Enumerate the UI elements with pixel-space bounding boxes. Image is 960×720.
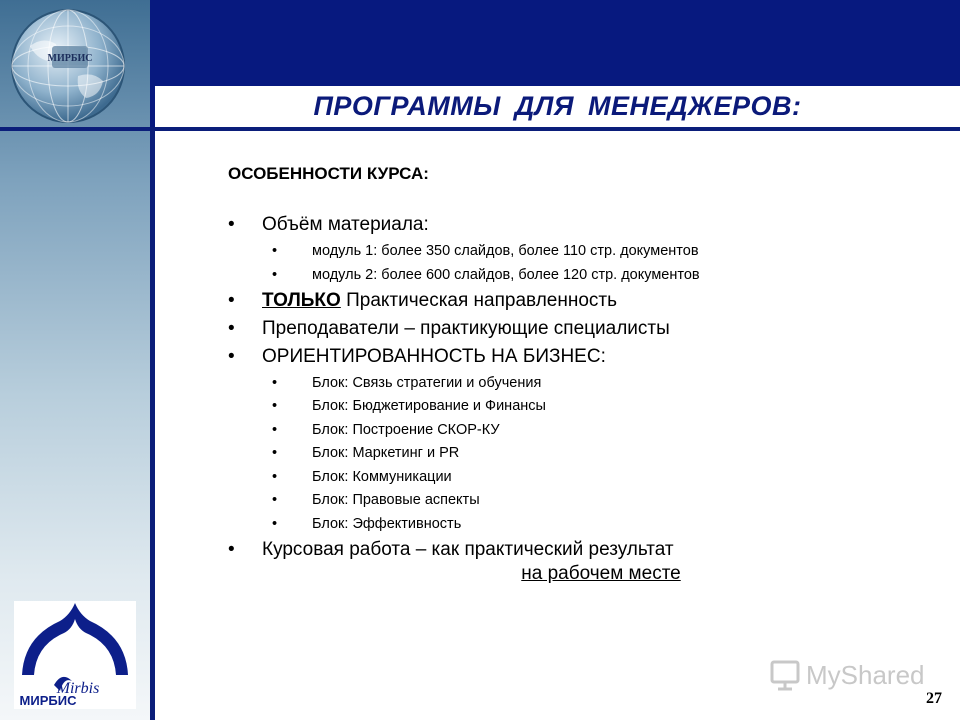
mirbis-logo [14, 601, 136, 709]
list-item: • Блок: Эффективность [228, 515, 928, 533]
list-item: • Блок: Бюджетирование и Финансы [228, 397, 928, 415]
list-item: • модуль 1: более 350 слайдов, более 110 стр. документов [228, 242, 928, 260]
list-item: • Блок: Связь стратегии и обучения [228, 374, 928, 392]
coursework-line2 [228, 563, 928, 585]
section-heading: ОСОБЕННОСТИ КУРСА: [228, 164, 429, 183]
bullet-volume: • Объём материала: [228, 214, 928, 236]
bullet-coursework: • Курсовая работа – как практический результат [228, 539, 928, 561]
mirbis-logo-label: МИРБИС [19, 693, 77, 708]
globe-logo-icon [8, 6, 128, 126]
list-item: • Блок: Построение СКОР-КУ [228, 421, 928, 439]
globe-logo-label: МИРБИС [47, 53, 93, 64]
slide-content [228, 164, 928, 585]
banner-divider [0, 127, 960, 131]
list-item: • Блок: Коммуникации [228, 468, 928, 486]
presentation-icon [772, 662, 798, 689]
volume-sublist [228, 242, 928, 284]
bullet-practical [228, 290, 928, 312]
slide-title: ПРОГРАММЫ ДЛЯ МЕНЕДЖЕРОВ: [313, 91, 802, 121]
list-item: • Блок: Правовые аспекты [228, 491, 928, 509]
coursework-line2-text: на рабочем месте [521, 562, 681, 584]
list-item: • модуль 2: более 600 слайдов, более 120 стр. документов [228, 266, 928, 284]
practical-text: Практическая направленность [340, 289, 617, 311]
page-number: 27 [926, 690, 942, 707]
svg-text:Mirbis: Mirbis [56, 680, 100, 697]
business-sublist [228, 374, 928, 533]
mirbis-dome-icon [14, 601, 136, 709]
bullet-business: • ОРИЕНТИРОВАННОСТЬ НА БИЗНЕС: [228, 346, 928, 368]
list-item: • Блок: Маркетинг и PR [228, 444, 928, 462]
watermark-text: MyShared [806, 660, 925, 690]
practical-emphasis: ТОЛЬКО [262, 289, 341, 311]
watermark [768, 656, 928, 692]
bullet-teachers: • Преподаватели – практикующие специалисты [228, 318, 928, 340]
